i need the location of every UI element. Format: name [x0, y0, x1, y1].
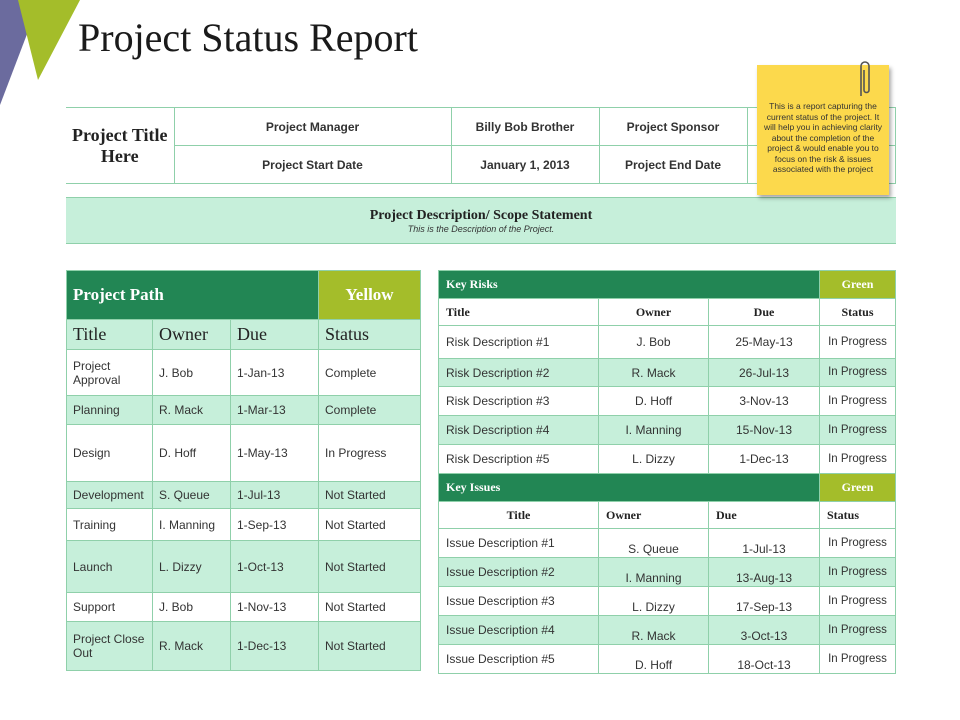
path-status-cell: Not Started [319, 482, 421, 509]
description-box [66, 197, 896, 244]
issues-status: Green [820, 474, 896, 502]
path-status-cell: Not Started [319, 622, 421, 671]
issue-owner: S. Queue [599, 529, 709, 558]
manager-label: Project Manager [174, 108, 451, 146]
issue-title: Issue Description #1 [439, 529, 599, 558]
path-heading: Project Path [67, 271, 319, 320]
end-label: Project End Date [599, 146, 747, 184]
page-title: Project Status Report [78, 15, 418, 60]
issue-due: 17-Sep-13 [709, 587, 820, 616]
risk-status: In Progress [820, 326, 896, 359]
table-row [439, 645, 896, 674]
table-row [67, 509, 421, 541]
path-owner: D. Hoff [153, 425, 231, 482]
path-status-cell: Complete [319, 396, 421, 425]
path-owner: J. Bob [153, 593, 231, 622]
table-row [439, 587, 896, 616]
risks-issues-table [438, 270, 896, 674]
table-row [439, 326, 896, 359]
path-status-cell: Not Started [319, 593, 421, 622]
path-due: 1-Sep-13 [231, 509, 319, 541]
issue-title: Issue Description #2 [439, 558, 599, 587]
issue-owner: I. Manning [599, 558, 709, 587]
table-row [67, 541, 421, 593]
path-owner: S. Queue [153, 482, 231, 509]
risk-due: 15-Nov-13 [709, 416, 820, 445]
table-row [439, 616, 896, 645]
table-row [67, 593, 421, 622]
path-due: 1-Dec-13 [231, 622, 319, 671]
sponsor-label: Project Sponsor [599, 108, 747, 146]
sticky-note: This is a report capturing the current status of the project. It will help you in achieving clarity about the completion of the project & would enable you to focus on the risk & issues associated with the project [757, 65, 889, 195]
issue-owner: D. Hoff [599, 645, 709, 674]
risk-owner: D. Hoff [599, 387, 709, 416]
path-due: 1-Mar-13 [231, 396, 319, 425]
start-value: January 1, 2013 [451, 146, 599, 184]
table-row [67, 482, 421, 509]
risk-due: 26-Jul-13 [709, 359, 820, 387]
issue-due: 1-Jul-13 [709, 529, 820, 558]
column-header: Status [820, 299, 896, 326]
path-owner: R. Mack [153, 396, 231, 425]
risk-owner: J. Bob [599, 326, 709, 359]
column-header: Due [709, 502, 820, 529]
issue-status: In Progress [820, 616, 896, 645]
column-header: Title [439, 299, 599, 326]
issue-status: In Progress [820, 587, 896, 616]
risk-title: Risk Description #4 [439, 416, 599, 445]
table-row [439, 387, 896, 416]
path-title: Project Close Out [67, 622, 153, 671]
path-status-cell: Complete [319, 350, 421, 396]
issue-due: 18-Oct-13 [709, 645, 820, 674]
path-title: Support [67, 593, 153, 622]
path-owner: I. Manning [153, 509, 231, 541]
issue-owner: R. Mack [599, 616, 709, 645]
table-row [67, 396, 421, 425]
path-owner: R. Mack [153, 622, 231, 671]
issue-status: In Progress [820, 529, 896, 558]
path-due: 1-Jan-13 [231, 350, 319, 396]
risk-owner: L. Dizzy [599, 445, 709, 474]
column-header: Status [319, 320, 421, 350]
column-header: Title [67, 320, 153, 350]
risk-status: In Progress [820, 445, 896, 474]
risk-title: Risk Description #2 [439, 359, 599, 387]
issue-title: Issue Description #4 [439, 616, 599, 645]
risk-title: Risk Description #3 [439, 387, 599, 416]
issue-due: 3-Oct-13 [709, 616, 820, 645]
table-row [67, 350, 421, 396]
issue-title: Issue Description #5 [439, 645, 599, 674]
column-header: Owner [153, 320, 231, 350]
corner-decoration [0, 0, 90, 110]
issue-due: 13-Aug-13 [709, 558, 820, 587]
column-header: Owner [599, 502, 709, 529]
path-status-cell: Not Started [319, 509, 421, 541]
table-row [439, 445, 896, 474]
issue-title: Issue Description #3 [439, 587, 599, 616]
table-row [67, 425, 421, 482]
table-row [439, 416, 896, 445]
risk-status: In Progress [820, 387, 896, 416]
path-status-cell: In Progress [319, 425, 421, 482]
path-due: 1-May-13 [231, 425, 319, 482]
path-owner: L. Dizzy [153, 541, 231, 593]
manager-value: Billy Bob Brother [451, 108, 599, 146]
project-title: Project Title Here [66, 108, 174, 184]
paperclip-icon [855, 58, 875, 100]
path-title: Training [67, 509, 153, 541]
risks-status: Green [820, 271, 896, 299]
issue-owner: L. Dizzy [599, 587, 709, 616]
risk-status: In Progress [820, 416, 896, 445]
issue-status: In Progress [820, 645, 896, 674]
column-header: Status [820, 502, 896, 529]
path-owner: J. Bob [153, 350, 231, 396]
description-text: This is the Description of the Project. [407, 224, 555, 234]
start-label: Project Start Date [174, 146, 451, 184]
risk-status: In Progress [820, 359, 896, 387]
risk-owner: I. Manning [599, 416, 709, 445]
risk-due: 25-May-13 [709, 326, 820, 359]
risk-due: 1-Dec-13 [709, 445, 820, 474]
column-header: Owner [599, 299, 709, 326]
column-header: Due [709, 299, 820, 326]
risk-title: Risk Description #5 [439, 445, 599, 474]
path-title: Launch [67, 541, 153, 593]
table-row [439, 558, 896, 587]
risks-heading: Key Risks [439, 271, 820, 299]
path-title: Planning [67, 396, 153, 425]
issues-heading: Key Issues [439, 474, 820, 502]
issue-status: In Progress [820, 558, 896, 587]
path-title: Project Approval [67, 350, 153, 396]
risk-owner: R. Mack [599, 359, 709, 387]
path-title: Development [67, 482, 153, 509]
path-due: 1-Nov-13 [231, 593, 319, 622]
path-due: 1-Jul-13 [231, 482, 319, 509]
path-due: 1-Oct-13 [231, 541, 319, 593]
column-header: Title [439, 502, 599, 529]
description-heading: Project Description/ Scope Statement [369, 208, 593, 223]
table-row [67, 622, 421, 671]
risk-title: Risk Description #1 [439, 326, 599, 359]
project-path-table [66, 270, 421, 671]
risk-due: 3-Nov-13 [709, 387, 820, 416]
path-title: Design [67, 425, 153, 482]
column-header: Due [231, 320, 319, 350]
path-status: Yellow [319, 271, 421, 320]
table-row [439, 359, 896, 387]
path-status-cell: Not Started [319, 541, 421, 593]
table-row [439, 529, 896, 558]
